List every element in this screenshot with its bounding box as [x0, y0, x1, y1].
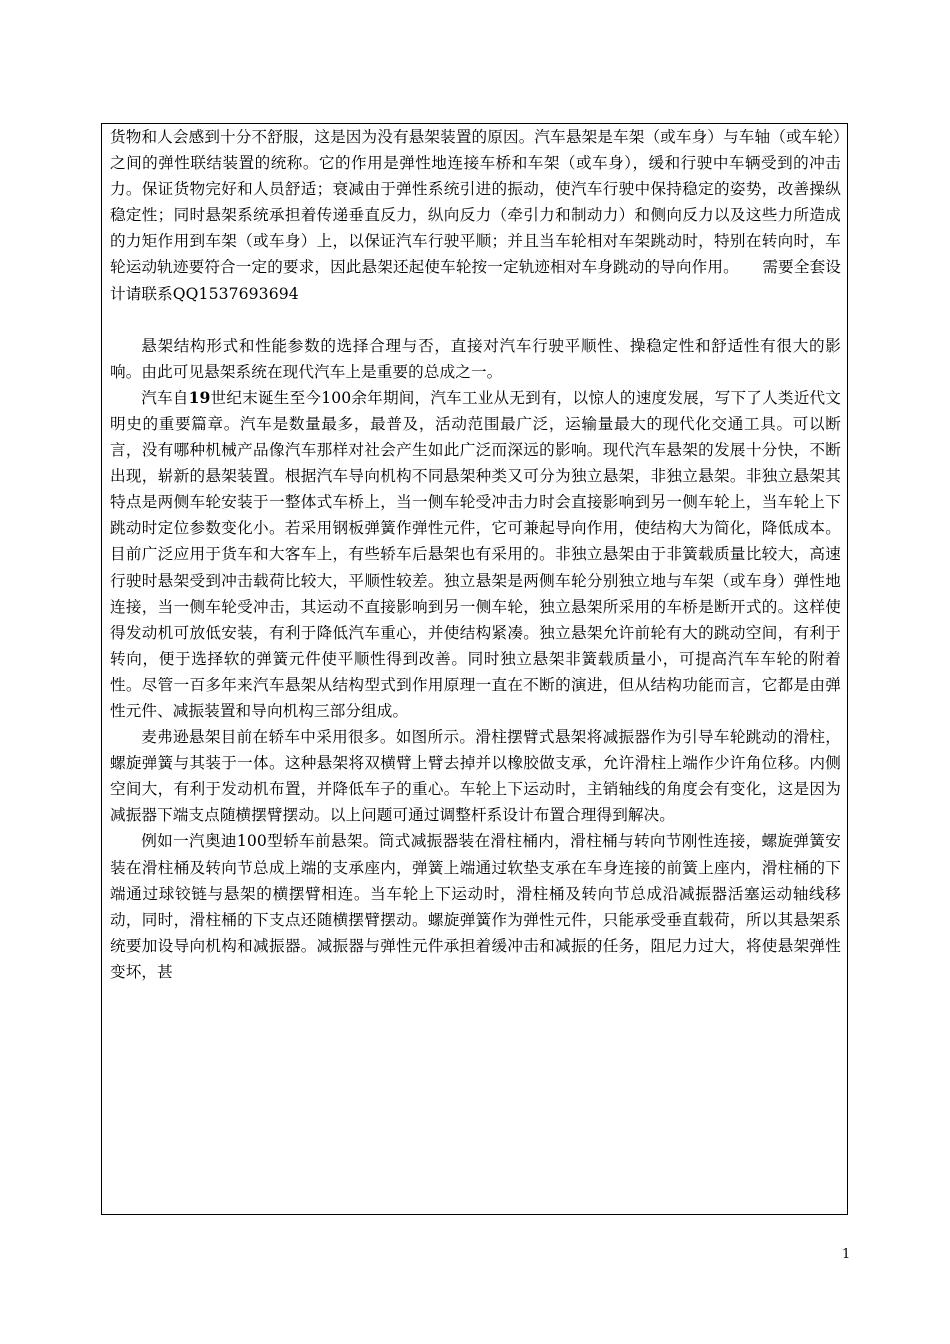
paragraph-intro: 货物和人会感到十分不舒服，这是因为没有悬架装置的原因。汽车悬架是车架（或车身）与车轴（或车轮）之间的弹性联结装置的统称。它的作用是弹性地连接车桥和车架（或车身），缓和行驶中车辆受到的冲击力。保证货物完好和人员舒适；衰减由于弹性系统引进的振动，使汽车行驶中保持稳定的姿势，改善操纵稳定性；同时悬架系统承担着传递垂直反力，纵向反力（牵引力和制动力）和侧向反力以及这些力所造成的力矩作用到车架（或车身）上，以保证汽车行驶平顺；并且当车轮相对车架跳动时，特别在转向时，车轮运动轨迹要符合一定的要求，因此悬架还起使车轮按一定轨迹相对车身跳动的导向作用。 需要全套设计请联系QQ1537693694: [110, 128, 841, 303]
page-number: 1: [842, 1247, 851, 1262]
paragraph-history: [110, 385, 841, 724]
document-frame: [101, 123, 848, 1215]
history-century-number: 19: [188, 387, 211, 407]
paragraph-performance: 悬架结构形式和性能参数的选择合理与否，直接对汽车行驶平顺性、操稳定性和舒适性有很大的影响。由此可见悬架系统在现代汽车上是重要的总成之一。: [110, 336, 841, 381]
document-body: [110, 124, 841, 985]
paragraph-spacer: [110, 307, 841, 333]
paragraph-macpherson: 麦弗逊悬架目前在轿车中采用很多。如图所示。滑柱摆臂式悬架将减振器作为引导车轮跳动的滑柱，螺旋弹簧与其装于一体。这种悬架将双横臂上臂去掉并以橡胶做支承，允许滑柱上端作少许角位移。内侧空间大，有利于发动机布置，并降低车子的重心。车轮上下运动时，主销轴线的角度会有变化，这是因为减振器下端支点随横摆臂摆动。以上问题可通过调整杆系设计布置合理得到解决。: [110, 728, 841, 825]
paragraph-audi-example: 例如一汽奥迪100型轿车前悬架。筒式减振器装在滑柱桶内，滑柱桶与转向节刚性连接，螺旋弹簧安装在滑柱桶及转向节总成上端的支承座内，弹簧上端通过软垫支承在车身连接的前簧上座内，滑柱桶的下端通过球铰链与悬架的横摆臂相连。当车轮上下运动时，滑柱桶及转向节总成沿减振器活塞运动轴线移动，同时，滑柱桶的下支点还随横摆臂摆动。螺旋弹簧作为弹性元件，只能承受垂直载荷，所以其悬架系统要加设导向机构和减振器。减振器与弹性元件承担着缓冲击和减振的任务，阻尼力过大，将使悬架弹性变坏，甚: [110, 832, 841, 981]
history-text-rest: 世纪末诞生至今100余年期间，汽车工业从无到有，以惊人的速度发展，写下了人类近代文明史的重要篇章。汽车是数量最多，最普及，活动范围最广泛，运输量最大的现代化交通工具。可以断言，没有哪种机械产品像汽车那样对社会产生如此广泛而深远的影响。现代汽车悬架的发展十分快，不断出现，崭新的悬架装置。根据汽车导向机构不同悬架种类又可分为独立悬架，非独立悬架。非独立悬架其特点是两侧车轮安装于一整体式车桥上，当一侧车轮受冲击力时会直接影响到另一侧车轮上，当车轮上下跳动时定位参数变化小。若采用钢板弹簧作弹性元件，它可兼起导向作用，使结构大为简化，降低成本。目前广泛应用于货车和大客车上，有些轿车后悬架也有采用的。非独立悬架由于非簧载质量比较大，高速行驶时悬架受到冲击载荷比较大，平顺性较差。独立悬架是两侧车轮分别独立地与车架（或车身）弹性地连接，当一侧车轮受冲击，其运动不直接影响到另一侧车轮，独立悬架所采用的车桥是断开式的。这样使得发动机可放低安装，有利于降低汽车重心，并使结构紧凑。独立悬架允许前轮有大的跳动空间，有利于转向，便于选择软的弹簧元件使平顺性得到改善。同时独立悬架非簧载质量小，可提高汽车车轮的附着性。尽管一百多年来汽车悬架从结构型式到作用原理一直在不断的演进，但从结构功能而言，它都是由弹性元件、减振装置和导向机构三部分组成。: [110, 388, 841, 720]
history-text-start: 汽车自: [141, 388, 189, 407]
